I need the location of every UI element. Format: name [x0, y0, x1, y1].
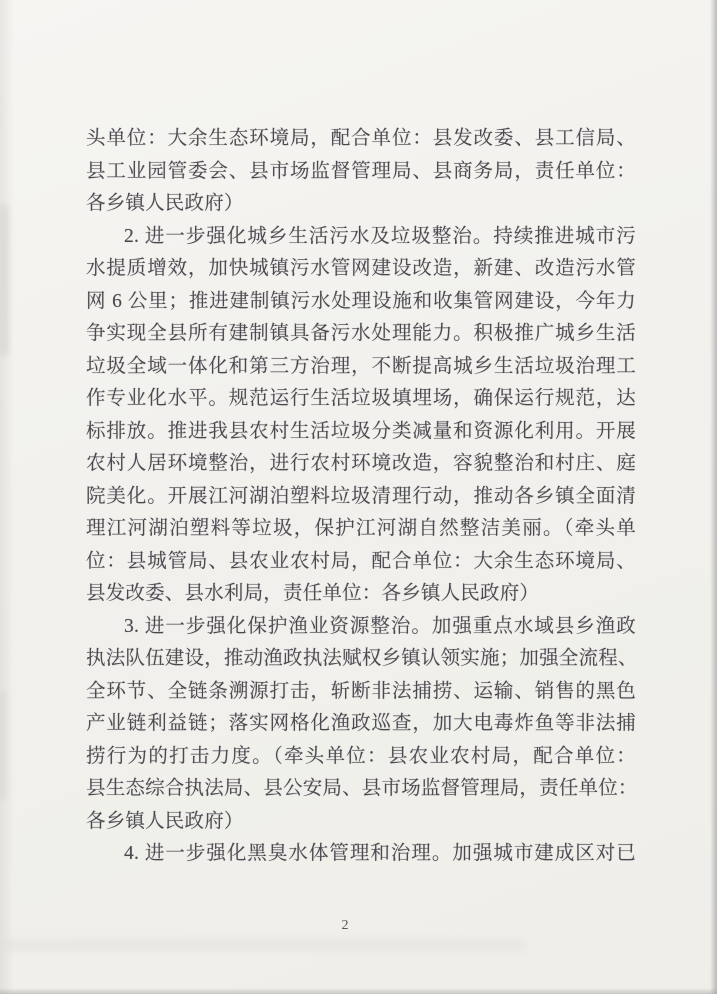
text-line: 捞行为的打击力度。（牵头单位：县农业农村局，配合单位： — [86, 745, 636, 767]
text-line: 标排放。推进我县农村生活垃圾分类减量和资源化利用。开展 — [86, 420, 636, 442]
text-line: 头单位：大余生态环境局，配合单位：县发改委、县工信局、 — [86, 128, 636, 149]
text-line: 作专业化水平。规范运行生活垃圾填埋场，确保运行规范，达 — [86, 388, 636, 409]
text-line: 2. 进一步强化城乡生活污水及垃圾整治。持续推进城市污 — [124, 225, 636, 247]
text-line: 全环节、全链条溯源打击，斩断非法捕捞、运输、销售的黑色 — [86, 680, 636, 702]
text-line: 4. 进一步强化黑臭水体管理和治理。加强城市建成区对已 — [124, 843, 636, 864]
text-line: 各乡镇人民政府） — [86, 810, 244, 832]
text-line: 位：县城管局、县农业农村局，配合单位：大余生态环境局、 — [86, 550, 636, 572]
page-number: 2 — [341, 918, 349, 933]
scan-smudge — [0, 205, 9, 355]
scan-edge-bottom — [0, 988, 717, 994]
text-line: 县发改委、县水利局，责任单位：各乡镇人民政府） — [86, 583, 540, 604]
scan-edge-left — [0, 0, 14, 994]
text-line: 争实现全县所有建制镇具备污水处理能力。积极推广城乡生活 — [86, 323, 636, 344]
text-line: 县生态综合执法局、县公安局、县市场监督管理局，责任单位： — [86, 778, 638, 799]
document-body — [86, 123, 636, 871]
text-line: 3. 进一步强化保护渔业资源整治。加强重点水域县乡渔政 — [124, 615, 636, 637]
text-line: 水提质增效，加快城镇污水管网建设改造，新建、改造污水管 — [86, 258, 636, 279]
scan-edge-right — [710, 0, 717, 994]
text-line: 院美化。开展江河湖泊塑料垃圾清理行动，推动各乡镇全面清 — [86, 485, 636, 507]
text-line: 理江河湖泊塑料等垃圾，保护江河湖自然整洁美丽。（牵头单 — [86, 518, 636, 539]
text-line: 执法队伍建设，推动渔政执法赋权乡镇认领实施；加强全流程、 — [86, 648, 638, 669]
text-line: 网 6 公里；推进建制镇污水处理设施和收集管网建设，今年力 — [86, 290, 636, 312]
text-line: 产业链利益链；落实网格化渔政巡查，加大电毒炸鱼等非法捕 — [86, 713, 636, 734]
scan-smudge — [0, 690, 7, 800]
text-line: 垃圾全域一体化和第三方治理，不断提高城乡生活垃圾治理工 — [86, 355, 636, 377]
text-line: 农村人居环境整治，进行农村环境改造，容貌整治和村庄、庭 — [86, 453, 636, 474]
text-line: 各乡镇人民政府） — [86, 193, 244, 214]
scan-smudge — [6, 939, 526, 951]
text-line: 县工业园管委会、县市场监督管理局、县商务局，责任单位： — [86, 160, 636, 182]
